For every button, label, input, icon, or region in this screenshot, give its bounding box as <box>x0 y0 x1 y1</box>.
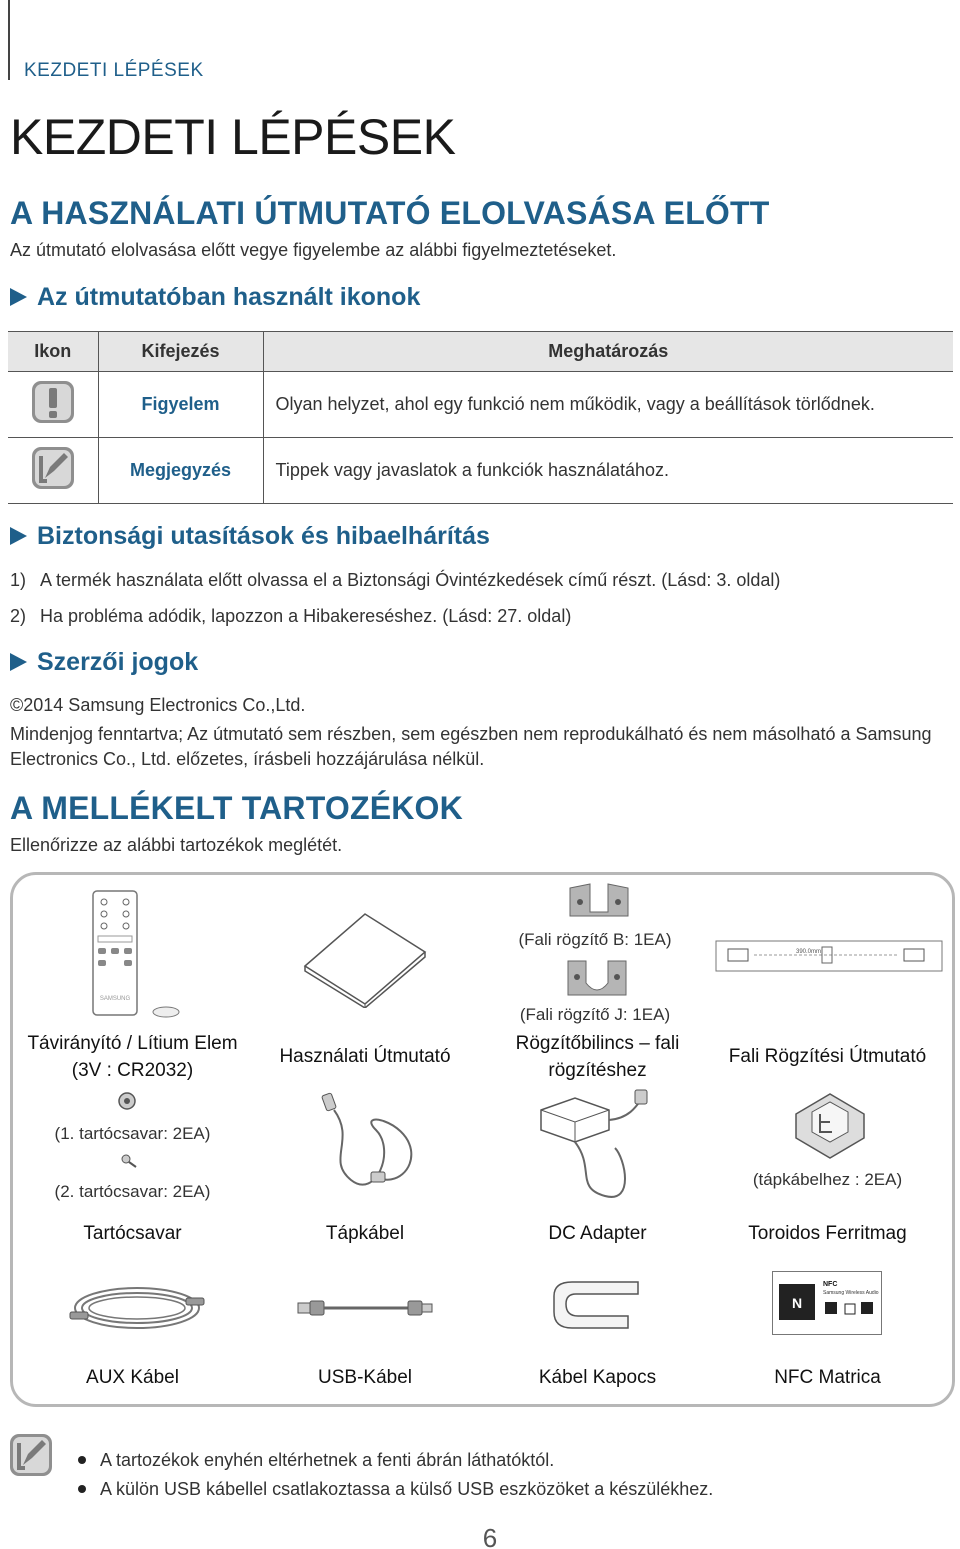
section-intro: Az útmutató elolvasása előtt vegye figyelembe az alábbi figyelmeztetéseket. <box>10 240 617 260</box>
nfc-sticker-sub: Samsung Wireless Audio <box>823 1290 879 1296</box>
note-icon <box>8 1432 54 1478</box>
remote-label: Távirányító / Lítium Elem (3V : CR2032) <box>27 1033 238 1081</box>
ferrite-note: (tápkábelhez : 2EA) <box>752 1170 903 1189</box>
nfc-sticker-graphic <box>773 1272 881 1334</box>
dc-adapter-icon <box>535 1088 660 1206</box>
bracket-j-note: (Fali rögzítő J: 1EA) <box>519 1005 671 1024</box>
usb-cable-icon <box>296 1297 436 1319</box>
nfc-sticker-title: NFC <box>823 1281 838 1288</box>
usb-cable-label: USB-Kábel <box>318 1367 412 1388</box>
note-icon <box>30 445 76 491</box>
guide-mark-text: 390.0mm <box>796 949 822 955</box>
icon-table <box>8 331 953 504</box>
table-header: Ikon <box>8 332 98 372</box>
wall-bracket-b-icon <box>568 882 630 922</box>
running-header: KEZDETI LÉPÉSEK <box>24 60 204 81</box>
side-rule <box>8 0 10 80</box>
copyright-notice-cont: Electronics Co., Ltd. előzetes, írásbeli hozzájárulása nélkül. <box>10 749 485 769</box>
arrow-icon <box>10 527 27 545</box>
cable-clip-label: Kábel Kapocs <box>538 1367 657 1388</box>
nfc-sticker-label: NFC Matrica <box>774 1367 881 1388</box>
subsection-title-copyright: Szerzői jogok <box>10 648 198 677</box>
table-header: Kifejezés <box>98 332 263 372</box>
dc-adapter-label: DC Adapter <box>548 1223 647 1244</box>
page-number: 6 <box>482 1523 498 1549</box>
note-bullet: A tartozékok enyhén eltérhetnek a fenti ábrán láthatóktól. <box>78 1450 554 1471</box>
section-title-before-reading: A HASZNÁLATI ÚTMUTATÓ ELOLVASÁSA ELŐTT <box>10 195 770 231</box>
wall-mount-guide-icon <box>714 939 944 973</box>
bullet-dot <box>78 1456 86 1464</box>
copyright-notice: Mindenjog fenntartva; Az útmutató sem részben, sem egészben nem reprodukálható és nem másolható a Samsung <box>10 724 932 744</box>
arrow-icon <box>10 288 27 306</box>
cable-clip-icon <box>548 1276 648 1338</box>
ferrite-label: Toroidos Ferritmag <box>748 1223 907 1244</box>
nfc-sticker-icon <box>772 1271 882 1335</box>
table-row <box>8 372 953 438</box>
wall-bracket-j-icon <box>566 957 628 1001</box>
power-cable-label: Tápkábel <box>325 1223 405 1244</box>
arrow-icon <box>10 653 27 671</box>
list-item: 1) A termék használata előtt olvassa el a Biztonsági Óvintézkedések című részt. (Lásd: 3. oldal) <box>10 570 781 590</box>
manual-icon <box>300 908 430 1008</box>
screw-1-icon <box>116 1090 138 1112</box>
table-cell <box>8 438 98 504</box>
caution-icon <box>30 379 76 425</box>
screw-2-icon <box>120 1153 138 1169</box>
svg-text:N: N <box>791 1295 803 1311</box>
section-title-accessories: A MELLÉKELT TARTOZÉKOK <box>10 790 463 826</box>
bullet-dot <box>78 1485 86 1493</box>
note-bullet: A külön USB kábellel csatlakoztassa a külső USB eszközöket a készülékhez. <box>78 1479 713 1500</box>
table-cell-expression: Figyelem <box>98 372 263 438</box>
screw-2-note: (2. tartócsavar: 2EA) <box>54 1182 211 1201</box>
list-item: 2) Ha probléma adódik, lapozzon a Hibakereséshez. (Lásd: 27. oldal) <box>10 606 572 626</box>
table-cell <box>8 372 98 438</box>
remote-brand-text: SAMSUNG <box>99 996 131 1002</box>
page-title: KEZDETI LÉPÉSEK <box>10 109 456 165</box>
bracket-label: Rögzítőbilincs – fali rögzítéshez <box>515 1033 680 1081</box>
remote-control-icon <box>88 888 188 1028</box>
manual-label: Használati Útmutató <box>279 1046 451 1067</box>
table-header-row <box>8 332 953 372</box>
copyright-line: ©2014 Samsung Electronics Co.,Ltd. <box>10 695 306 715</box>
bracket-b-note: (Fali rögzítő B: 1EA) <box>518 930 672 949</box>
aux-cable-icon <box>62 1278 212 1338</box>
table-cell-definition: Olyan helyzet, ahol egy funkció nem működik, vagy a beállítások törlődnek. <box>263 372 953 438</box>
table-header: Meghatározás <box>263 332 953 372</box>
ferrite-core-icon <box>790 1090 870 1162</box>
table-row <box>8 438 953 504</box>
wall-guide-label: Fali Rögzítési Útmutató <box>728 1046 927 1067</box>
screw-label: Tartócsavar <box>83 1223 182 1244</box>
subsection-title-safety: Biztonsági utasítások és hibaelhárítás <box>10 522 490 551</box>
table-cell-definition: Tippek vagy javaslatok a funkciók használatához. <box>263 438 953 504</box>
aux-cable-label: AUX Kábel <box>86 1367 179 1388</box>
section-intro: Ellenőrizze az alábbi tartozékok meglétét. <box>10 835 343 855</box>
screw-1-note: (1. tartócsavar: 2EA) <box>54 1124 211 1143</box>
table-cell-expression: Megjegyzés <box>98 438 263 504</box>
subsection-title-icons: Az útmutatóban használt ikonok <box>10 283 420 312</box>
power-cable-icon <box>316 1090 426 1200</box>
